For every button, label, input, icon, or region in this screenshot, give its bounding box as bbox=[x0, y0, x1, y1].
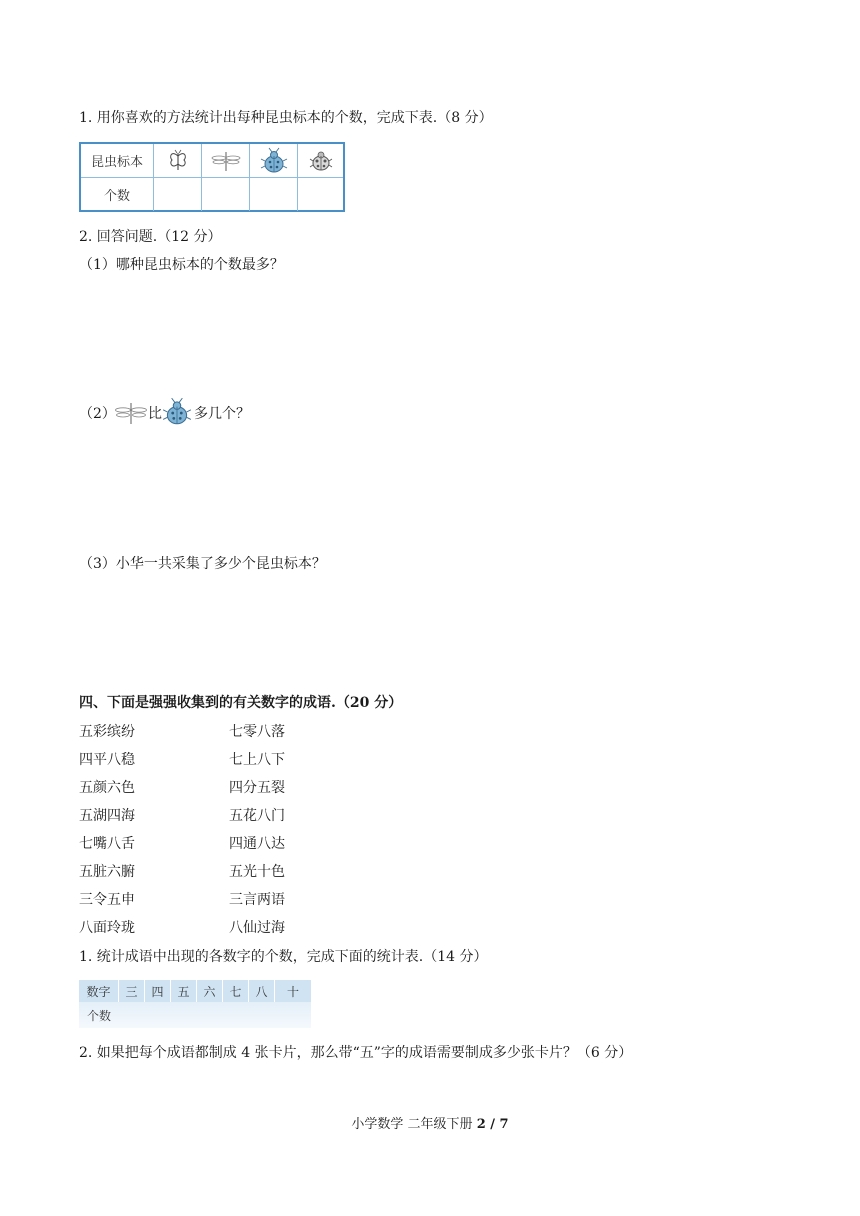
digit-header-cell: 十 bbox=[286, 984, 299, 999]
idiom-left: 八面玲珑 bbox=[79, 920, 135, 936]
page-number: 2 / 7 bbox=[476, 1117, 509, 1132]
dragonfly-icon bbox=[201, 144, 249, 177]
digit-header-cell: 六 bbox=[197, 980, 223, 1002]
count-cell-ladybug[interactable] bbox=[297, 178, 343, 211]
digit-count-table bbox=[79, 980, 311, 1028]
idiom-left: 五彩缤纷 bbox=[79, 724, 135, 740]
digit-header-cell: 八 bbox=[249, 980, 275, 1002]
insect-table-count-row bbox=[81, 177, 343, 211]
idiom-left: 三令五申 bbox=[79, 892, 135, 908]
count-cell-dragonfly[interactable] bbox=[201, 178, 249, 211]
digit-header-cell: 七 bbox=[223, 980, 249, 1002]
page-footer bbox=[0, 1113, 860, 1132]
question-2-text: 2. 回答问题.（12 分） bbox=[79, 229, 222, 245]
idiom-left: 五湖四海 bbox=[79, 808, 135, 824]
insect-count-table bbox=[79, 142, 345, 212]
beetle-icon bbox=[249, 144, 297, 177]
idiom-left: 七嘴八舌 bbox=[79, 836, 135, 852]
question-2-2-compare: 比 bbox=[148, 406, 162, 422]
ladybug-icon bbox=[297, 144, 343, 177]
count-cell-beetle[interactable] bbox=[249, 178, 297, 211]
digit-table-header-label: 数字 bbox=[79, 980, 119, 1002]
beetle-icon bbox=[161, 397, 193, 431]
question-2-2-prefix: （2） bbox=[79, 406, 116, 422]
footer-text: 小学数学 二年级下册 bbox=[351, 1117, 477, 1132]
idiom-right: 三言两语 bbox=[229, 892, 285, 908]
idiom-right: 五花八门 bbox=[229, 808, 285, 824]
digit-header-cell: 三 bbox=[119, 980, 145, 1002]
insect-table-header-label: 昆虫标本 bbox=[90, 155, 143, 170]
digit-header-cell: 五 bbox=[171, 980, 197, 1002]
section-4-question-1: 1. 统计成语中出现的各数字的个数，完成下面的统计表.（14 分） bbox=[79, 949, 488, 965]
idiom-right: 四通八达 bbox=[229, 836, 285, 852]
idiom-right: 七零八落 bbox=[229, 724, 285, 740]
idiom-left: 五脏六腑 bbox=[79, 864, 135, 880]
section-4-question-2: 2. 如果把每个成语都制成 4 张卡片，那么带“五”字的成语需要制成多少张卡片？（6 分） bbox=[79, 1045, 633, 1061]
insect-table-row-label: 个数 bbox=[103, 189, 130, 204]
digit-table-header-row bbox=[79, 980, 311, 1002]
idiom-left: 五颜六色 bbox=[79, 780, 135, 796]
digit-header-cell: 四 bbox=[145, 980, 171, 1002]
question-1-text: 1. 用你喜欢的方法统计出每种昆虫标本的个数，完成下表.（8 分） bbox=[79, 110, 493, 126]
digit-table-row-label: 个数 bbox=[87, 1008, 112, 1023]
count-cell-butterfly[interactable] bbox=[153, 178, 201, 211]
idiom-right: 七上八下 bbox=[229, 752, 285, 768]
section-4-title: 四、下面是强强收集到的有关数字的成语.（20 分） bbox=[79, 695, 403, 711]
insect-table-header-row bbox=[81, 144, 343, 177]
dragonfly-icon bbox=[115, 401, 147, 429]
idiom-right: 八仙过海 bbox=[229, 920, 285, 936]
butterfly-icon bbox=[153, 144, 201, 177]
idiom-right: 四分五裂 bbox=[229, 780, 285, 796]
idiom-right: 五光十色 bbox=[229, 864, 285, 880]
digit-table-count-row[interactable] bbox=[79, 1002, 311, 1028]
question-2-2-suffix: 多几个？ bbox=[194, 406, 250, 422]
idiom-left: 四平八稳 bbox=[79, 752, 135, 768]
question-2-3-text: （3）小华一共采集了多少个昆虫标本？ bbox=[79, 556, 326, 572]
question-2-1-text: （1）哪种昆虫标本的个数最多？ bbox=[79, 257, 284, 273]
